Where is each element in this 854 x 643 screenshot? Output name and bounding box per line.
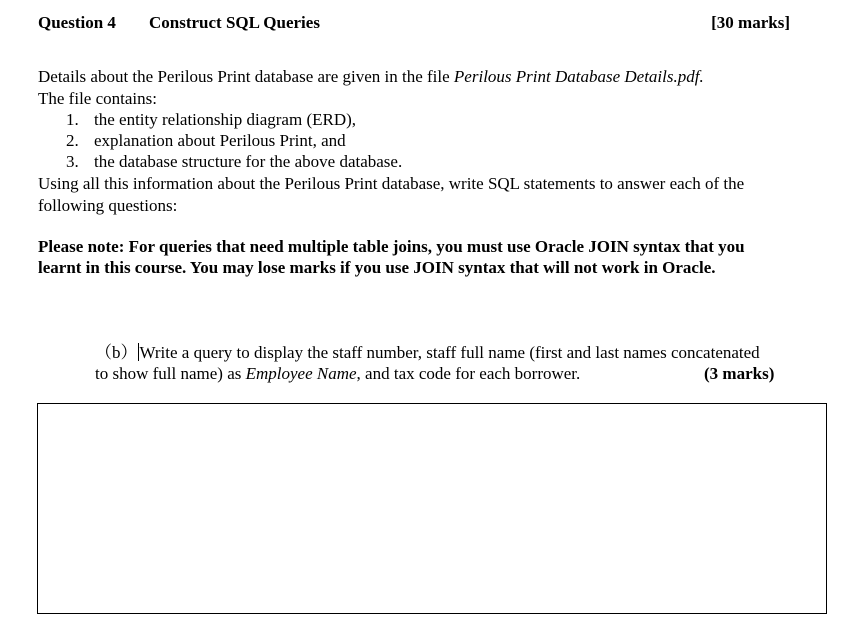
note-line-1: Please note: For queries that need multiple table joins, you must use Oracle JOIN syntax that you	[38, 237, 745, 256]
part-b-text-2a: to show full name) as	[95, 364, 246, 383]
list-item	[66, 151, 402, 172]
list-item-text: the database structure for the above database.	[94, 152, 403, 171]
list-item-text: explanation about Perilous Print, and	[94, 131, 346, 150]
part-b-label: （b）	[95, 343, 138, 362]
intro-filename: Perilous Print Database Details.pdf.	[453, 67, 704, 86]
text-cursor	[138, 343, 139, 361]
question-title: Construct SQL Queries	[149, 13, 320, 32]
part-b-line-1	[95, 342, 820, 363]
list-item-number: 1.	[66, 110, 79, 129]
note-line-2: learnt in this course. You may lose marks if you use JOIN syntax that will not work in Oracle.	[38, 258, 716, 277]
intro-line-2: The file contains:	[38, 89, 157, 108]
list-item	[66, 130, 402, 151]
answer-box[interactable]	[37, 403, 827, 614]
part-b-text: Write a query to display the staff number, staff full name (first and last names concatenated	[139, 343, 760, 362]
instruction-line-2: following questions:	[38, 196, 178, 215]
list-item-number: 3.	[66, 152, 79, 171]
intro-line-1	[38, 66, 704, 87]
question-marks: [30 marks]	[711, 13, 790, 32]
question-number: Question 4	[38, 13, 116, 32]
list-item	[66, 109, 402, 130]
part-b-marks: (3 marks)	[704, 364, 775, 383]
part-b-question	[95, 342, 820, 384]
employee-name-alias: Employee Name	[245, 364, 357, 383]
part-b-text-2b: , and tax code for each borrower.	[356, 364, 581, 383]
question-header	[38, 13, 790, 37]
list-item-text: the entity relationship diagram (ERD),	[94, 110, 357, 129]
list-item-number: 2.	[66, 131, 79, 150]
part-b-line-2	[95, 363, 820, 384]
intro-text: Details about the Perilous Print database are given in the file	[38, 67, 454, 86]
instruction-line-1: Using all this information about the Perilous Print database, write SQL statements to answer each of the	[38, 174, 745, 193]
join-syntax-note	[38, 236, 818, 278]
file-contents-list	[66, 109, 402, 172]
